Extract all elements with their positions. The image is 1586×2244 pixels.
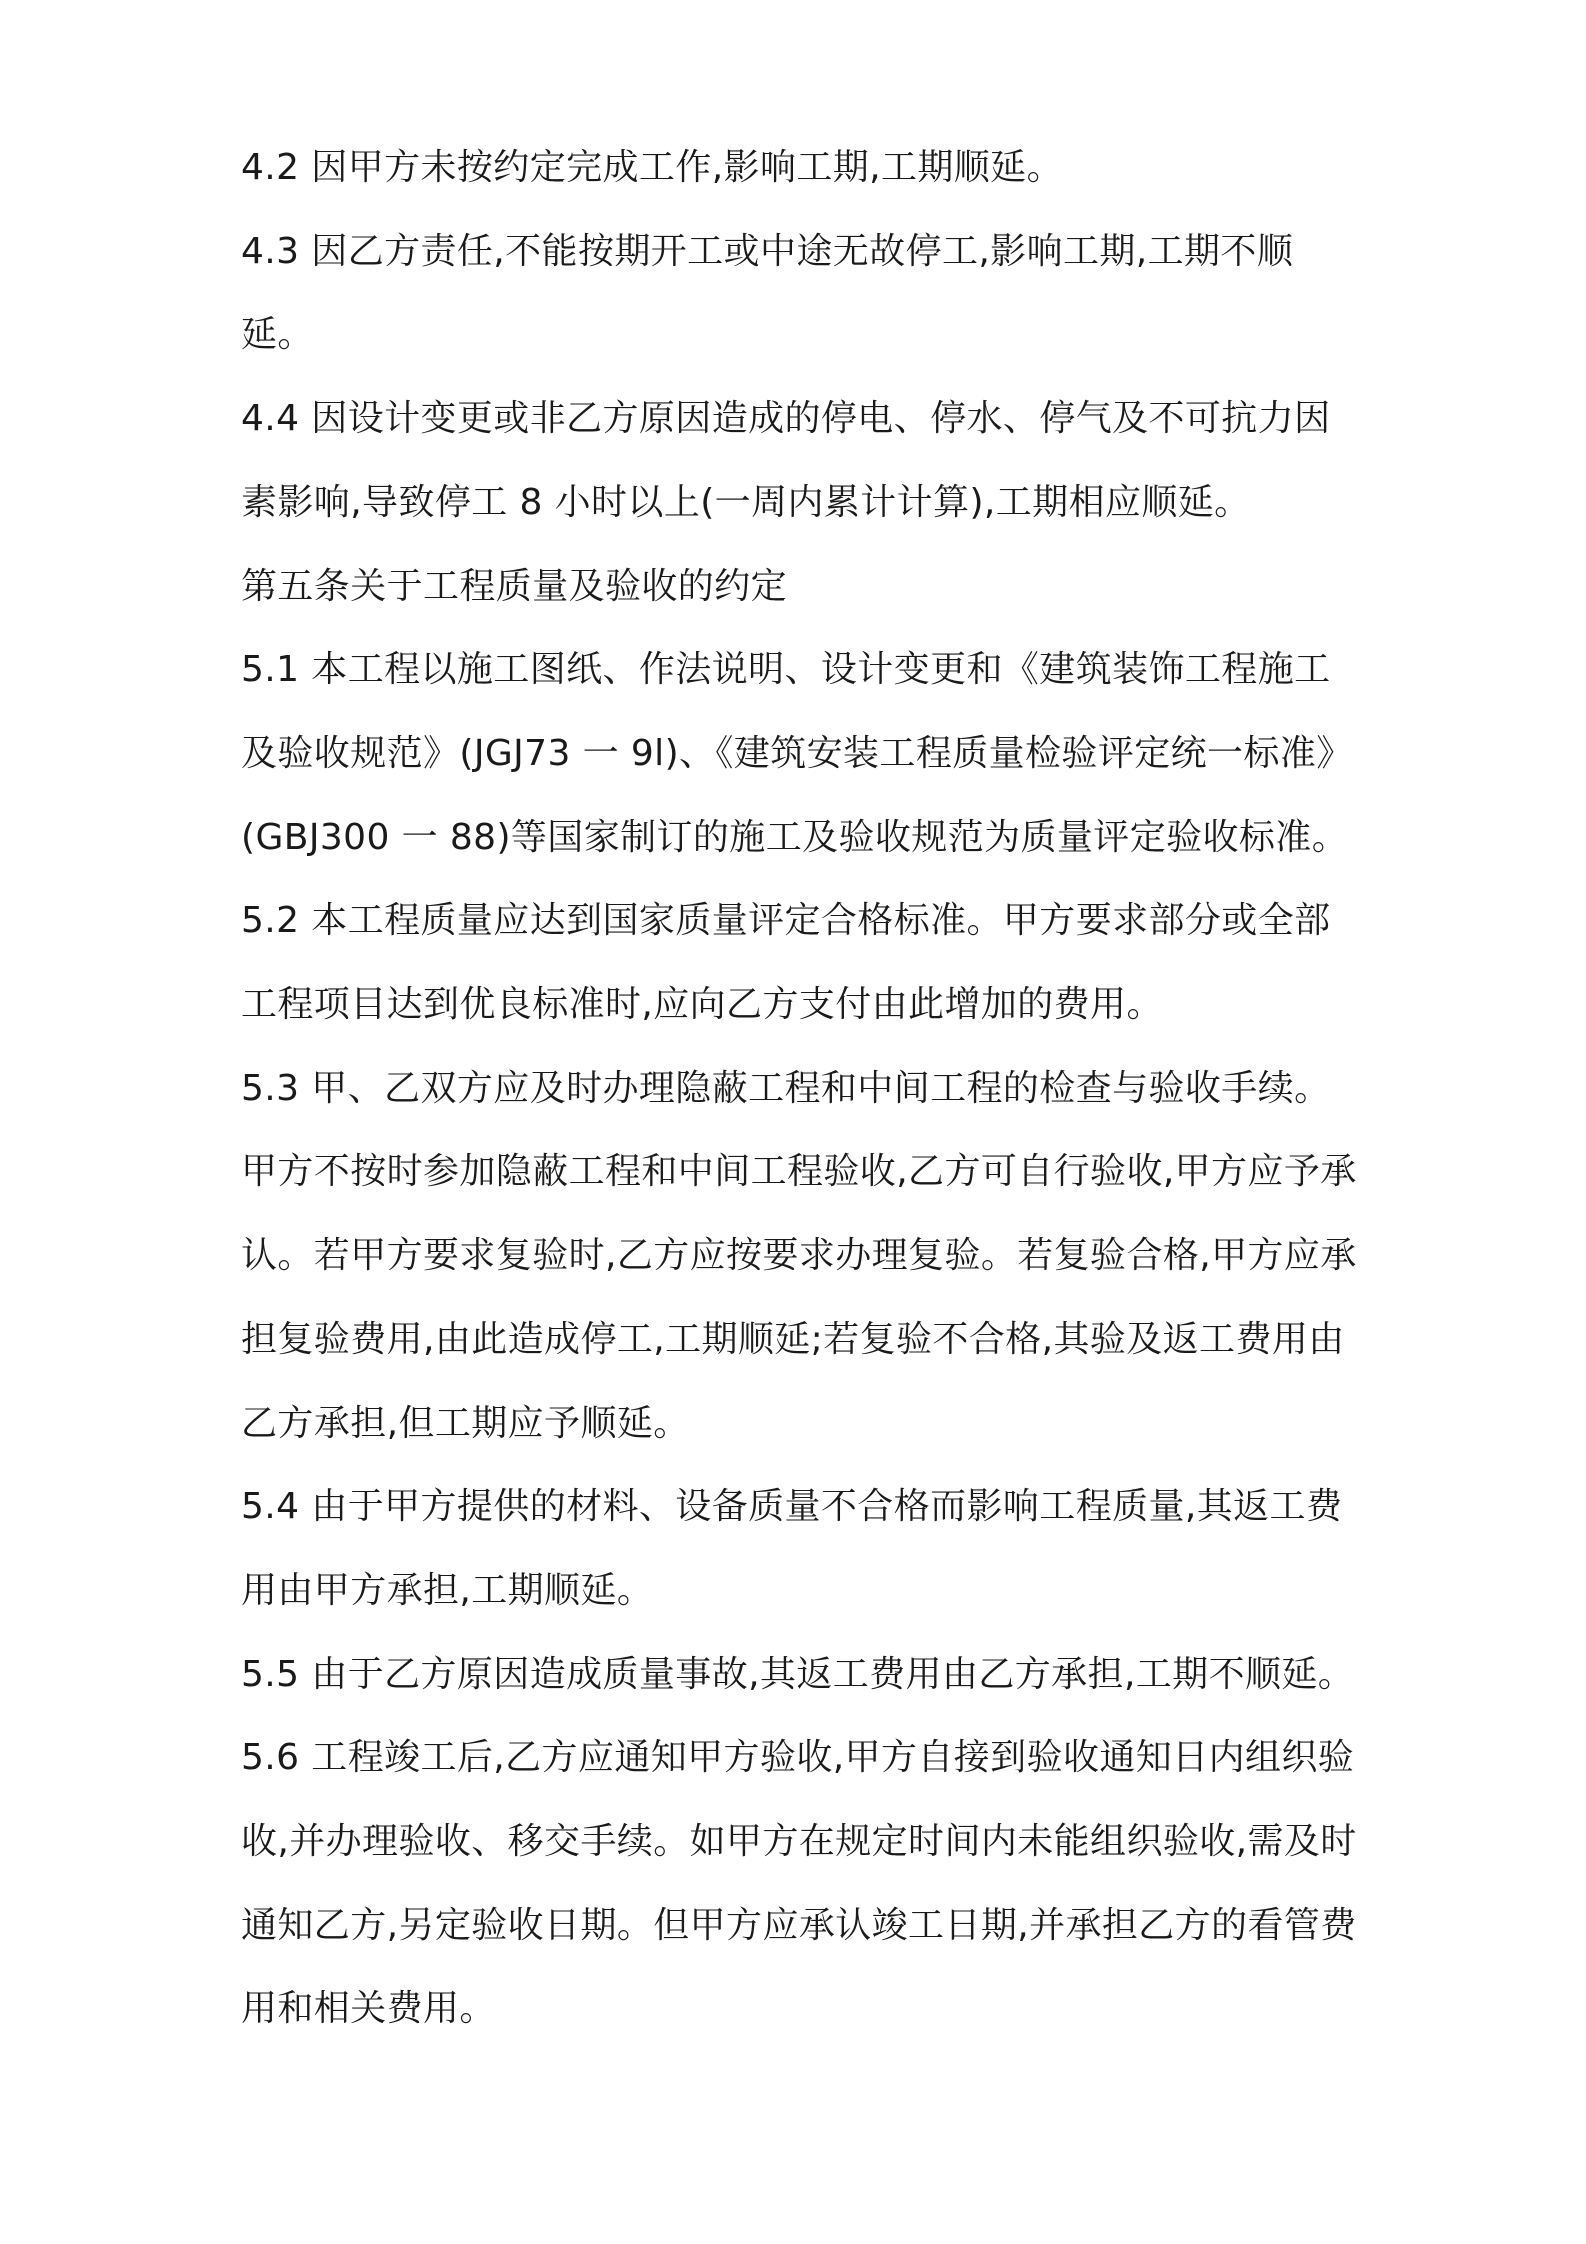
clause-4-2: 4.2 因甲方未按约定完成工作,影响工期,工期顺延。 [241,147,1063,188]
clause-4-3: 4.3 因乙方责任,不能按期开工或中途无故停工,影响工期,工期不顺延。 [241,230,1294,356]
clause-5-6: 5.6 工程竣工后,乙方应通知甲方验收,甲方自接到验收通知日内组织验收,并办理验收、移交手续。如甲方在规定时间内未能组织验收,需及时通知乙方,另定验收日期。但甲方应承认竣工日期,并承担乙方的看管费用和相关费用。 [241,1737,1357,2030]
clause-5-5: 5.5 由于乙方原因造成质量事故,其返工费用由乙方承担,工期不顺延。 [241,1653,1355,1695]
contract-body [241,126,1361,2051]
clause-5-1: 5.1 本工程以施工图纸、作法说明、设计变更和《建筑装饰工程施工及验收规范》(JGJ73 一 9l)、《建筑安装工程质量检验评定统一标准》(GBJ300 一 88)等国家制订的施工及验收规范为质量评定验收标准。 [241,649,1353,858]
clause-5-2: 5.2 本工程质量应达到国家质量评定合格标准。甲方要求部分或全部工程项目达到优良标准时,应向乙方支付由此增加的费用。 [241,900,1331,1026]
clause-5-3: 5.3 甲、乙双方应及时办理隐蔽工程和中间工程的检查与验收手续。甲方不按时参加隐蔽工程和中间工程验收,乙方可自行验收,甲方应予承认。若甲方要求复验时,乙方应按要求办理复验。若复验合格,甲方应承担复验费用,由此造成停工,工期顺延;若复验不合格,其验及返工费用由乙方承担,但工期应予顺延。 [241,1067,1357,1444]
clause-5-4: 5.4 由于甲方提供的材料、设备质量不合格而影响工程质量,其返工费用由甲方承担,工期顺延。 [241,1486,1343,1611]
clause-4-4: 4.4 因设计变更或非乙方原因造成的停电、停水、停气及不可抗力因素影响,导致停工 8 小时以上(一周内累计计算),工期相应顺延。 [241,398,1331,523]
article-5-heading: 第五条关于工程质量及验收的约定 [241,565,788,607]
